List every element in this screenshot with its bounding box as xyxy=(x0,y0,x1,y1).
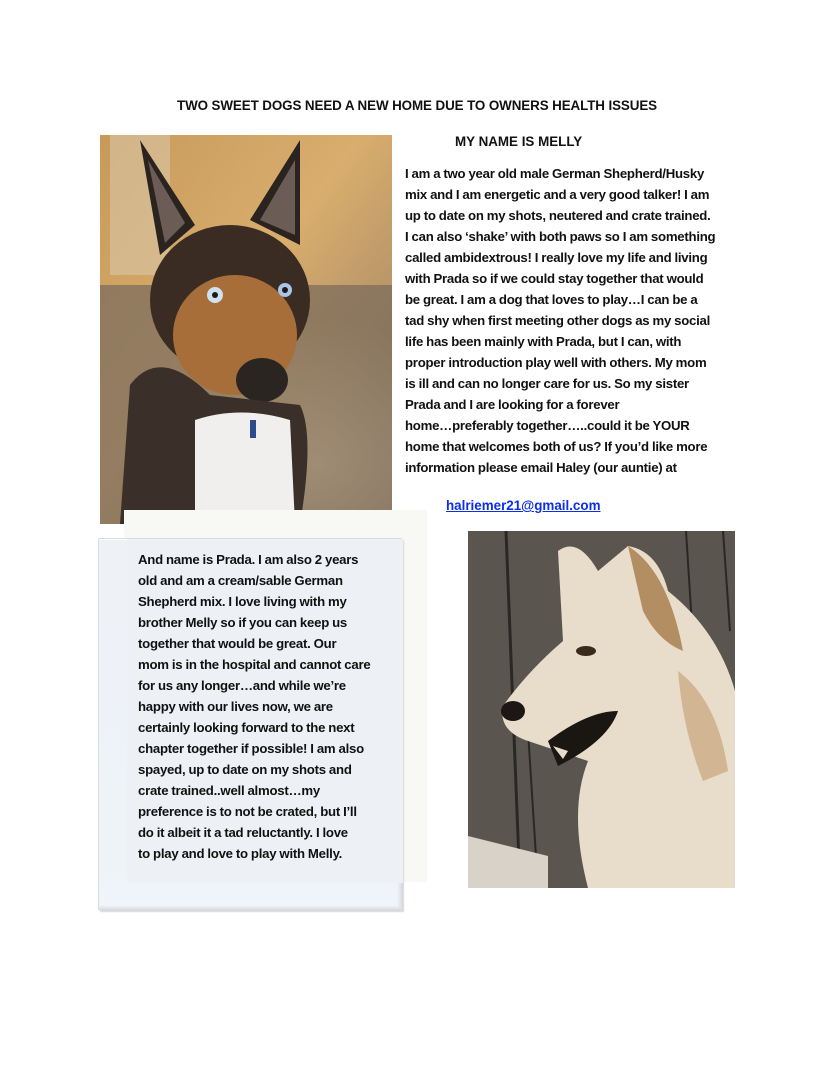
prada-text-line: brother Melly so if you can keep us xyxy=(138,615,347,630)
prada-text-line: Shepherd mix. I love living with my xyxy=(138,594,347,609)
prada-text-line: And name is Prada. I am also 2 years xyxy=(138,552,359,567)
melly-text-line: tad shy when first meeting other dogs as my social xyxy=(405,313,711,328)
melly-text-line: with Prada so if we could stay together that would xyxy=(405,271,704,286)
prada-text-line: old and am a cream/sable German xyxy=(138,573,343,588)
prada-text-line: happy with our lives now, we are xyxy=(138,699,333,714)
melly-text-line: is ill and can no longer care for us. So my sister xyxy=(405,376,689,391)
dog-photo-icon xyxy=(100,135,392,524)
prada-text-line: together that would be great. Our xyxy=(138,636,337,651)
melly-text-line: proper introduction play well with others. My mom xyxy=(405,355,707,370)
prada-photo xyxy=(468,531,735,888)
prada-text-line: mom is in the hospital and cannot care xyxy=(138,657,371,672)
melly-text-line: home…preferably together…..could it be YOUR xyxy=(405,418,690,433)
prada-text-line: do it albeit it a tad reluctantly. I love xyxy=(138,825,348,840)
prada-description xyxy=(138,549,398,864)
melly-text-line: called ambidextrous! I really love my life and living xyxy=(405,250,708,265)
melly-text-line: home that welcomes both of us? If you’d like more xyxy=(405,439,708,454)
page-title: TWO SWEET DOGS NEED A NEW HOME DUE TO OWNERS HEALTH ISSUES xyxy=(176,98,657,113)
melly-text-line: life has been mainly with Prada, but I can, with xyxy=(405,334,682,349)
prada-text-line: for us any longer…and while we’re xyxy=(138,678,346,693)
melly-photo xyxy=(100,135,392,524)
prada-text-line: crate trained..well almost…my xyxy=(138,783,320,798)
melly-text-line: up to date on my shots, neutered and crate trained. xyxy=(405,208,711,223)
prada-text-line: spayed, up to date on my shots and xyxy=(138,762,352,777)
melly-text-line: be great. I am a dog that loves to play…I can be a xyxy=(405,292,698,307)
prada-text-line: chapter together if possible! I am also xyxy=(138,741,364,756)
melly-heading: MY NAME IS MELLY xyxy=(455,134,583,149)
melly-text-line: Prada and I are looking for a forever xyxy=(405,397,620,412)
prada-text-line: preference is to not be crated, but I’ll xyxy=(138,804,357,819)
melly-text-line: mix and I am energetic and a very good talker! I am xyxy=(405,187,710,202)
melly-text-line: I can also ‘shake’ with both paws so I am something xyxy=(405,229,716,244)
prada-text-line: to play and love to play with Melly. xyxy=(138,846,343,861)
contact-email-link[interactable]: halriemer21@gmail.com xyxy=(446,498,601,513)
melly-text-line: I am a two year old male German Shepherd/Husky xyxy=(405,166,705,181)
dog-photo-icon xyxy=(468,531,735,888)
melly-description xyxy=(405,163,737,478)
prada-text-line: certainly looking forward to the next xyxy=(138,720,355,735)
melly-text-line: information please email Haley (our auntie) at xyxy=(405,460,677,475)
